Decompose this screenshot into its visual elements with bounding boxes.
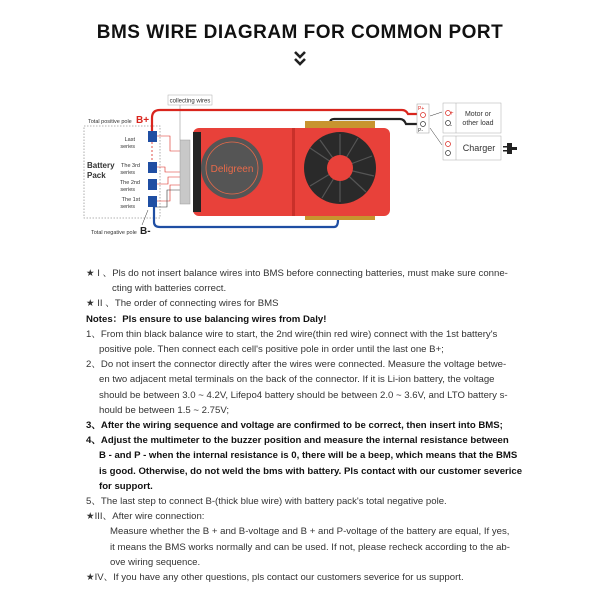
instruction-line: should be between 3.0 ~ 4.2V, Lifepo4 battery should be between 2.0 ~ 3.6V, and LTO battery s-	[99, 389, 508, 401]
series-label: series	[120, 144, 135, 150]
instructions-list	[86, 266, 526, 585]
instruction-line: 2、Do not insert the connector directly after the wires were connected. Measure the voltage betwe-	[86, 359, 507, 371]
battery-pack-label: Pack	[87, 171, 106, 180]
instruction-line: is good. Otherwise, do not weld the bms with battery. Pls contact with our customer severice	[99, 465, 523, 477]
balance-connector	[180, 140, 190, 204]
instruction-line: ★ I 、Pls do not insert balance wires into BMS before connecting batteries, must make sure conne-	[86, 268, 508, 279]
instruction-line: 1、From thin black balance wire to start, the 2nd wire(thin red wire) connect with the 1st battery's	[86, 328, 498, 340]
collecting-wires-label: collecting wires	[169, 98, 211, 105]
instruction-line: 4、Adjust the multimeter to the buzzer position and measure the internal resistance between	[86, 435, 509, 447]
series-label: series	[120, 170, 135, 176]
charger-label: Charger	[462, 143, 496, 153]
series-label: series	[120, 204, 135, 210]
instruction-line: ★III、After wire connection:	[86, 511, 205, 523]
series-label: The 1st	[121, 197, 140, 203]
instruction-line: 3、After the wiring sequence and voltage are confirmed to be correct, then insert into BMS;	[86, 420, 503, 432]
instruction-line: hould be between 1.5 ~ 2.75V;	[99, 404, 230, 416]
battery-cells	[148, 131, 157, 207]
instruction-line: positive pole. Then connect each cell's positive pole in order until the last one B+;	[99, 344, 444, 356]
instruction-line: cting with batteries correct.	[112, 283, 227, 295]
p-plus-label: P+	[418, 106, 425, 112]
instruction-line: B - and P - when the internal resistance is 0, there will be a beep, which means that the BMS	[99, 450, 518, 462]
battery-pack-label: Battery	[87, 161, 115, 170]
brand-logo: Deligreen	[210, 164, 254, 175]
instruction-line: ★ II 、The order of connecting wires for BMS	[86, 298, 279, 310]
total-positive-label: Total positive pole	[88, 119, 132, 125]
minus-sign: -	[450, 123, 452, 129]
instruction-line: ove wiring sequence.	[110, 556, 201, 568]
instruction-line: it means the BMS works normally and can be used. If not, please recheck according to the ab-	[110, 541, 510, 553]
instruction-line: ★IV、If you have any other questions, pls contact our customers severice for us support.	[86, 572, 464, 584]
instruction-line: 5、The last step to connect B-(thick blue wire) with battery pack's total negative pole.	[86, 496, 447, 508]
p-minus-label: P-	[418, 128, 423, 134]
instruction-line: Notes：Pls ensure to use balancing wires from Daly!	[86, 313, 327, 325]
b-plus-label: B+	[136, 115, 150, 126]
motor-label: Motor or	[464, 111, 492, 118]
series-label: series	[120, 187, 135, 193]
series-label: The 2nd	[119, 180, 140, 186]
total-negative-label: Total negative pole	[91, 230, 137, 236]
plug-icon	[503, 143, 517, 154]
balance-wires	[155, 136, 182, 201]
series-label: Last	[124, 137, 135, 143]
motor-label: other load	[462, 120, 494, 127]
plus-sign: +	[450, 111, 454, 117]
instruction-line: en two adjacent metal terminals on the back of the connector. If it is Li-ion battery, the voltage	[99, 374, 495, 386]
series-label: The 3rd	[121, 163, 140, 169]
black-balance-wire	[155, 190, 182, 207]
instruction-line: Measure whether the B + and B-voltage and B + and P-voltage of the battery are equal, If yes,	[110, 526, 510, 538]
page-title: BMS WIRE DIAGRAM FOR COMMON PORT	[96, 22, 504, 43]
b-minus-label: B-	[140, 226, 151, 237]
instruction-line: for support.	[99, 480, 153, 492]
fan-icon	[304, 132, 376, 204]
bms-wire-diagram	[0, 0, 600, 260]
